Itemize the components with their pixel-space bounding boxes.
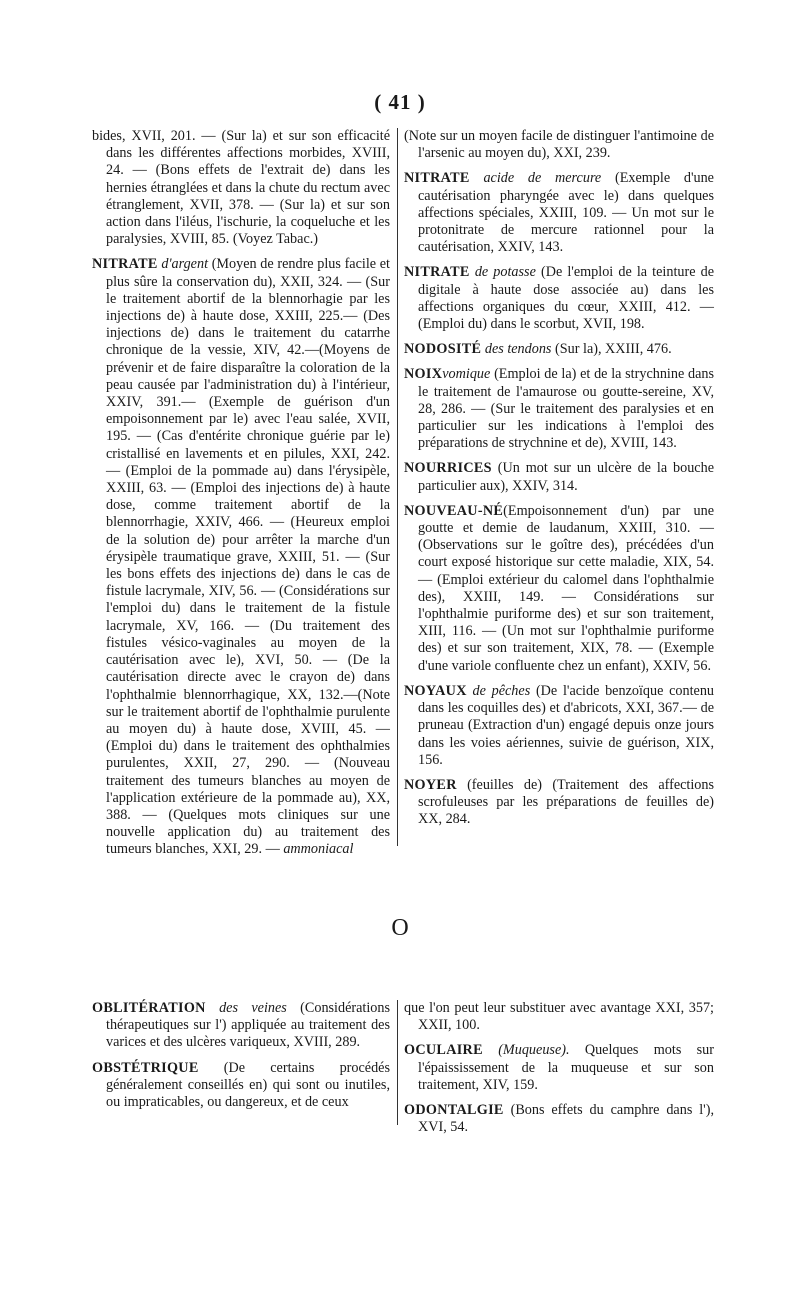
entry-headword: NOYAUX: [404, 682, 467, 699]
left-column-top: [92, 128, 390, 867]
index-entry: [404, 1042, 714, 1094]
entry-text: (Moyen de rendre plus facile et plus sûre la conservation du), XXII, 324. — (Sur le traitement abortif de la blennorhagie par les injections de) à haute dose, XXIII, 225.— (Des injections de) dans le traitement du catarrhe chronique de la vessie, XIV, 42.—(Moyens de prévenir et de faire disparaître la coloration de la peau causée par l'administration du) à l'intérieur, XXIV, 391.— (Exemple de guérison d'un empoisonnement par le) avec l'eau salée, XVII, 195. — (Cas d'entérite chronique guérie par le) cristallisé en lavements et en pilules, XXI, 242. — (Emploi de la pommade au) dans l'érysipèle, XXIII, 63. — (Emploi des injections de) à haute dose, comme traitement abortif de la blennorrhagie, XXIV, 466. — (Heureux emploi de la solution de) pour arrêter la marche d'un érysipèle traumatique grave, XXIII, 51. — (Sur les bons effets des injections de) dans le cas de fistule lacrymale, XIV, 56. — (Considérations sur l'emploi du) dans le traitement de la fistule lacrymale, XV, 166. — (Du traitement des fistules vésico-vaginales au moyen de la cautérisation avec le), XVI, 50. — (De la cautérisation directe avec le crayon de) dans l'ophthalmie blennorrhagique, XX, 132.—(Note sur le traitement abortif de l'ophthalmie purulente au moyen du) à haute dose, XVIII, 45. — (Emploi du) dans le traitement des ophthalmies purulentes, XXII, 27, 290. — (Nouveau traitement des tumeurs blanches au moyen de l'application extérieure de la pommade au), XX, 388. — (Quelques mots cliniques sur une nouvelle application du) au traitement des tumeurs blanches, XXI, 29. —: [106, 256, 390, 858]
entry-qualifier: (Muqueuse).: [498, 1042, 570, 1059]
right-column-top: [404, 128, 714, 837]
entry-headword: OCULAIRE: [404, 1042, 483, 1059]
column-divider-bottom: [397, 1000, 398, 1125]
entry-headword: NOURRICES: [404, 460, 492, 477]
entry-text: (De l'acide benzoïque contenu dans les coquilles des) et d'abricots, XXI, 367.— de pruneau (Extraction d'un) engagé depuis onze jours dans les voies aériennes, suivie de guérison, XIX, 156.: [418, 682, 715, 768]
continuation-paragraph: que l'on peut leur substituer avec avantage XXI, 357; XXII, 100.: [404, 1000, 714, 1034]
entry-text: (Un mot sur un ulcère de la bouche particulier aux), XXIV, 314.: [418, 460, 714, 494]
entry-qualifier: vomique: [442, 366, 491, 383]
entry-text: (Exemple d'une cautérisation pharyngée avec le) dans quelques affections spéciales, XXIII, 109. — Un mot sur le protonitrate de mercure rationnel pour la cautérisation, XXIV, 143.: [418, 170, 714, 256]
entry-qualifier: acide de mercure: [483, 170, 602, 187]
entry-headword: OBSTÉTRIQUE: [92, 1059, 199, 1076]
entry-text: Quelques mots sur l'épaississement de la muqueuse et sur son traitement, XIV, 159.: [418, 1042, 715, 1093]
entry-text: (Empoisonnement d'un) par une goutte et demie de laudanum, XXIII, 310. — (Observations sur le goître des), précédées d'un court exposé historique sur cette maladie, XIX, 54. — (Emploi extérieur du calomel dans l'ophthalmie des), XXIII, 149. — Considérations sur l'ophthalmie puriforme des) et sur son traitement, XIII, 116. — (Un mot sur l'ophthalmie puriforme des) et sur son traitement, XIX, 78. — (Exemple d'une variole confluente chez un enfant), XXIV, 56.: [418, 502, 714, 674]
entry-headword: NITRATE: [404, 170, 470, 187]
column-divider-top: [397, 128, 398, 846]
index-entry: [404, 264, 714, 333]
index-entry: [92, 1000, 390, 1052]
entry-text: (Considérations thérapeutiques sur l') appliquée au traitement des varices et des ulcères variqueux, XVIII, 289.: [106, 1000, 390, 1051]
index-entry: [404, 341, 714, 358]
entry-qualifier: de potasse: [474, 264, 536, 281]
left-column-bottom: [92, 1000, 390, 1119]
index-entry-nitrate-argent: [92, 256, 390, 858]
entry-text: (Bons effets du camphre dans l'), XVI, 54.: [418, 1102, 714, 1136]
index-entry: [404, 683, 714, 769]
entry-qualifier: d'argent: [161, 256, 209, 273]
entry-text: (Sur la), XXIII, 476.: [555, 341, 672, 358]
section-letter: O: [391, 915, 409, 941]
entry-headword: NITRATE: [404, 264, 470, 281]
index-entry: [404, 366, 714, 452]
index-entry: [404, 460, 714, 494]
entry-qualifier: de pêches: [472, 682, 531, 699]
entry-headword: NOUVEAU-NÉ: [404, 502, 504, 519]
index-entry: [404, 777, 714, 829]
entry-headword: NITRATE: [92, 256, 158, 273]
entry-qualifier: des veines: [219, 1000, 287, 1016]
entry-trailing-qualifier: ammoniacal: [283, 841, 354, 858]
entry-headword: OBLITÉRATION: [92, 1000, 206, 1016]
entry-headword: NODOSITÉ: [404, 341, 482, 358]
index-entry: [404, 170, 714, 256]
index-entry: [404, 1102, 714, 1136]
entry-text: (De certains procédés généralement conseillés en) qui sont ou inutiles, ou impraticables, ou dangereux, et de ceux: [106, 1059, 390, 1111]
page-number: ( 41 ): [374, 90, 426, 114]
entry-headword: ODONTALGIE: [404, 1102, 504, 1119]
continuation-paragraph: bides, XVII, 201. — (Sur la) et sur son efficacité dans les différentes affections morbides, XVIII, 24. — (Bons effets de l'extrait de) dans les hernies étranglées et dans la chute du rectum avec étranglement, XVII, 378. — (Sur la) et sur son action dans l'iléus, l'ischurie, la coqueluche et les paralysies, XVIII, 85. (Voyez Tabac.): [92, 128, 390, 248]
entry-text: (feuilles de) (Traitement des affections scrofuleuses par les préparations de feuilles de) XX, 284.: [418, 776, 715, 828]
index-entry: [404, 503, 714, 675]
entry-headword: NOYER: [404, 776, 457, 793]
index-entry: [92, 1060, 390, 1112]
entry-text: (Emploi de la) et de la strychnine dans le traitement de l'amaurose ou goutte-sereine, XV, 28, 286. — (Sur le traitement des paralysies et en particulier sur les indications à l'emploi des préparations de strychnine et de), XVIII, 143.: [418, 366, 715, 452]
entry-headword: NOIX: [404, 366, 443, 383]
entry-qualifier: des tendons: [484, 341, 552, 358]
right-column-bottom: [404, 1000, 714, 1144]
continuation-paragraph: (Note sur un moyen facile de distinguer l'antimoine de l'arsenic au moyen du), XXI, 239.: [404, 128, 714, 162]
entry-text: (De l'emploi de la teinture de digitale à haute dose associée au) dans les affections organiques du cœur, XXIII, 412. — (Emploi du) dans le scorbut, XVII, 198.: [418, 264, 715, 333]
